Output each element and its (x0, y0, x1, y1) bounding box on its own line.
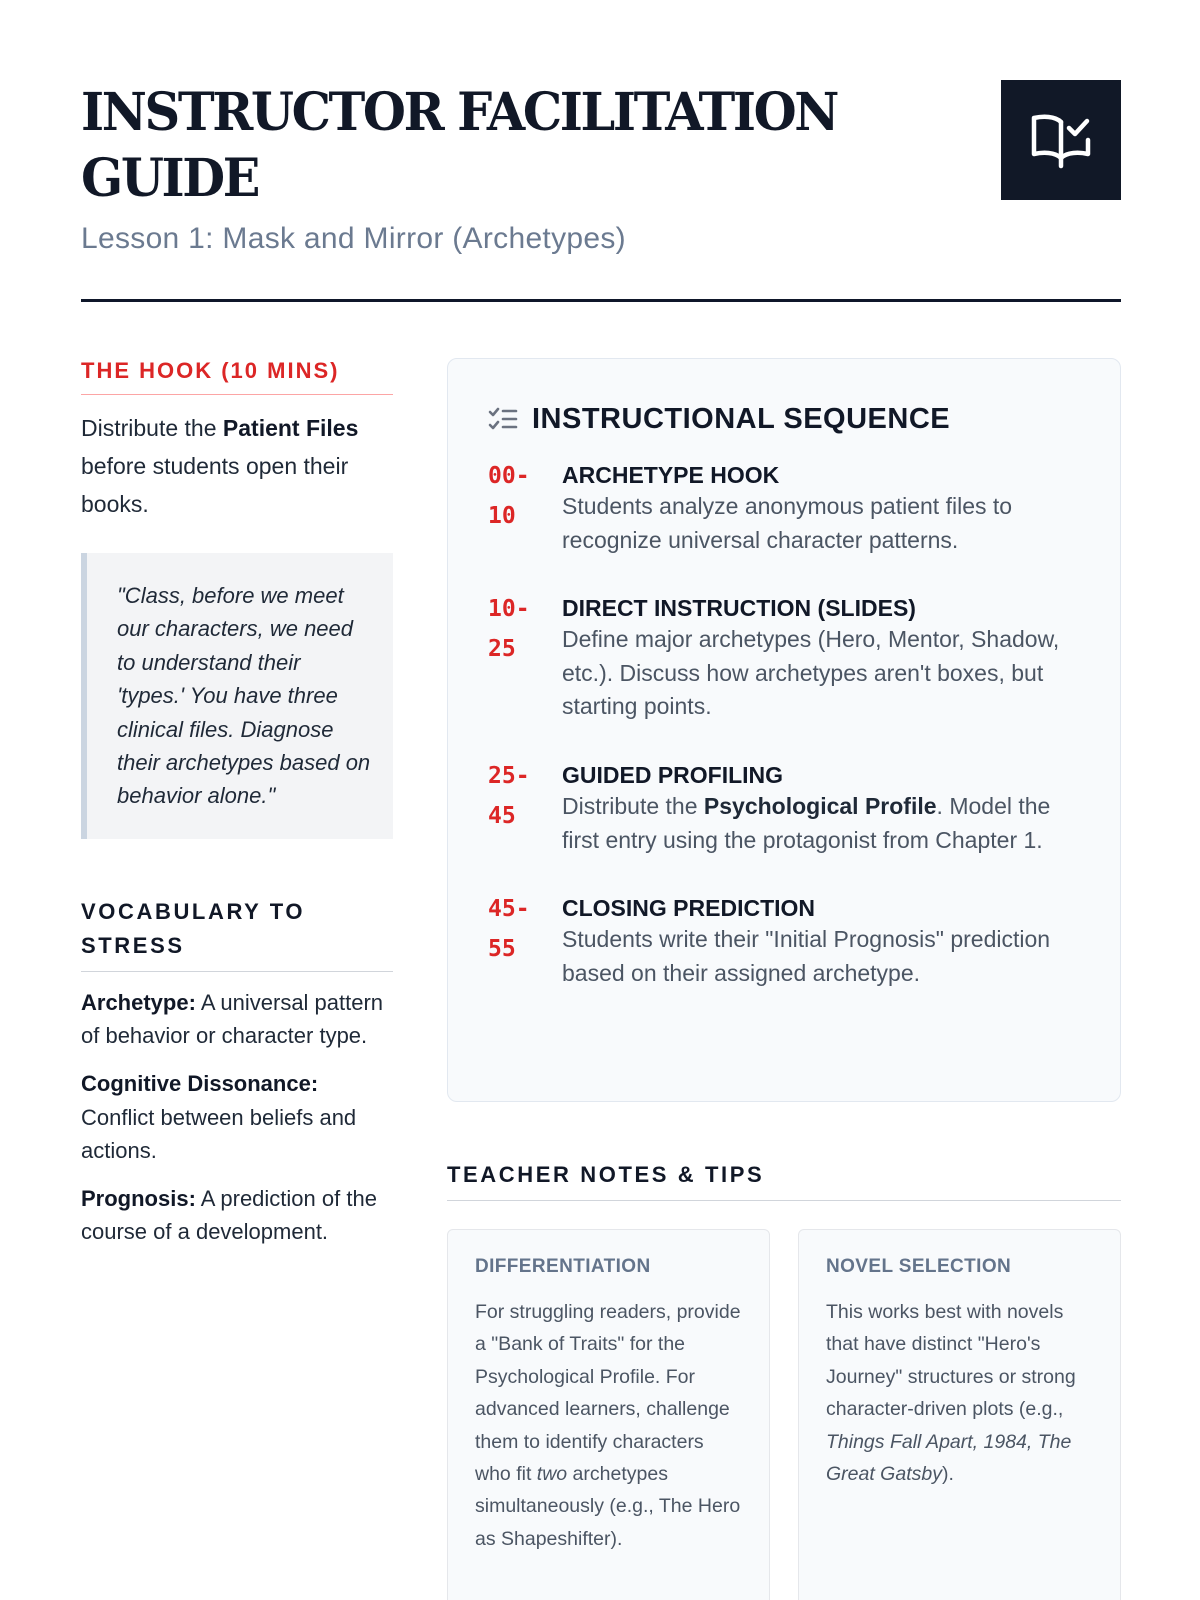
note-text-start: This works best with novels that have distinct "Hero's Journey" structures or strong character-driven plots (e.g., (826, 1301, 1076, 1421)
step-description-bold: Psychological Profile (703, 792, 937, 819)
step-name: DIRECT INSTRUCTION (SLIDES) (562, 595, 916, 622)
hook-quote: "Class, before we meet our characters, we need to understand their 'types.' You have three clinical files. Diagnose their archetypes based on behavior alone." (81, 553, 393, 839)
teacher-notes (447, 1229, 1121, 1600)
step-name: GUIDED PROFILING (562, 761, 784, 788)
step-body (562, 593, 1080, 724)
note-text-end: ). (941, 1463, 954, 1486)
vocabulary-term: Archetype: (81, 989, 196, 1015)
vocabulary-term: Prognosis: (81, 1185, 196, 1211)
right-column (447, 358, 1121, 1600)
sequence-list (488, 460, 1080, 990)
vocabulary-definition: A universal pattern of behavior or character type. (81, 989, 384, 1049)
header (81, 80, 1121, 302)
vocabulary-item (81, 1182, 393, 1249)
step-time-start: 25- (488, 762, 530, 789)
differentiation-card (447, 1229, 770, 1600)
note-text (826, 1296, 1094, 1490)
step-time-start: 45- (488, 896, 530, 923)
open-book-check-icon (1029, 110, 1093, 170)
vocabulary-item (81, 986, 393, 1053)
step-description (562, 490, 1080, 557)
step-time (488, 456, 562, 557)
vocabulary-definition: A prediction of the course of a development. (81, 1185, 377, 1245)
instructional-sequence-card (447, 358, 1121, 1102)
hook-intro-text: Distribute the (81, 415, 223, 441)
vocabulary-list (81, 986, 393, 1249)
step-time-start: 10- (488, 596, 530, 623)
sequence-title-text: INSTRUCTIONAL SEQUENCE (532, 403, 951, 435)
step-description (562, 923, 1080, 990)
hook-intro-text-end: before students open their books. (81, 453, 349, 517)
teacher-notes-heading: TEACHER NOTES & TIPS (447, 1162, 1121, 1201)
novel-selection-card (798, 1229, 1121, 1600)
logo (1001, 80, 1121, 200)
step-time (488, 889, 562, 990)
step-description-text: Distribute the (562, 792, 704, 819)
step-time-end: 55 (488, 936, 516, 963)
step-name: ARCHETYPE HOOK (562, 462, 780, 488)
left-column (81, 358, 393, 1249)
step-time-end: 25 (488, 636, 516, 663)
note-text-emphasis: Things Fall Apart, 1984, The Great Gatsby (826, 1430, 1072, 1486)
note-title: NOVEL SELECTION (826, 1256, 1012, 1277)
note-title: DIFFERENTIATION (475, 1256, 651, 1277)
step-description-text: Students analyze anonymous patient files to recognize universal character patterns. (562, 493, 1013, 553)
sequence-step (488, 760, 1080, 857)
note-text-start: For struggling readers, provide a "Bank of Traits" for the Psychological Profile. For advanced learners, challenge them to identify characters who fit (475, 1301, 741, 1486)
hook-intro-bold: Patient Files (222, 415, 359, 441)
note-text-emphasis: two (536, 1463, 568, 1486)
step-description (562, 623, 1080, 724)
step-body (562, 893, 1080, 990)
lesson-subtitle: Lesson 1: Mask and Mirror (Archetypes) (81, 222, 626, 255)
vocabulary-item (81, 1067, 393, 1168)
sequence-step (488, 893, 1080, 990)
step-description-text: Students write their "Initial Prognosis" prediction based on their assigned archetype. (562, 926, 1051, 986)
step-time-end: 10 (488, 503, 516, 529)
step-description-text-end: . Model the first entry using the protagonist from Chapter 1. (562, 792, 1051, 853)
vocabulary-definition: Conflict between beliefs and actions. (81, 1104, 357, 1164)
sequence-step (488, 593, 1080, 724)
sequence-step (488, 460, 1080, 557)
step-time (488, 756, 562, 857)
step-body (562, 760, 1080, 857)
step-name: CLOSING PREDICTION (562, 895, 816, 922)
vocabulary-heading: VOCABULARY TO STRESS (81, 895, 393, 972)
sequence-title (488, 403, 1080, 436)
vocabulary-term: Cognitive Dissonance: (81, 1071, 319, 1097)
page-title: INSTRUCTOR FACILITATION GUIDE (81, 82, 838, 209)
note-text-end: archetypes simultaneously (e.g., The Hero as Shapeshifter). (475, 1463, 741, 1550)
page (81, 80, 1121, 1550)
checklist-icon (488, 407, 518, 433)
step-time-end: 45 (488, 802, 516, 829)
step-time-start: 00- (488, 463, 530, 489)
step-time (488, 589, 562, 724)
step-body (562, 460, 1080, 557)
hook-intro (81, 409, 393, 523)
note-text (475, 1296, 743, 1555)
hook-heading: THE HOOK (10 MINS) (81, 358, 393, 395)
step-description-text: Define major archetypes (Hero, Mentor, Shadow, etc.). Discuss how archetypes aren't boxes, but starting points. (562, 626, 1060, 720)
step-description (562, 790, 1080, 857)
